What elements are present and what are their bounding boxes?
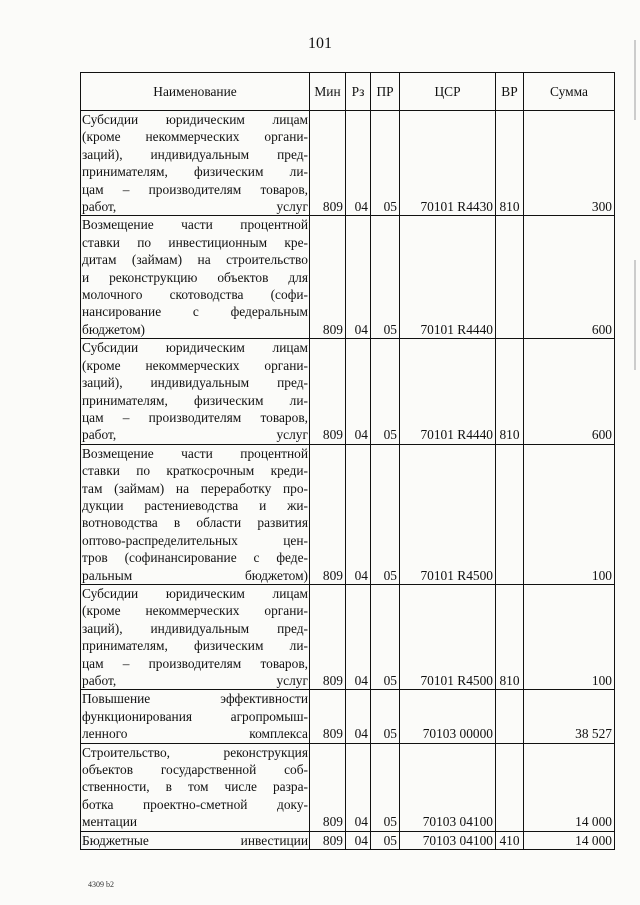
row-vr: 410 bbox=[496, 831, 524, 849]
row-min: 809 bbox=[310, 339, 346, 444]
row-name: Субсидии юридическим лицам (кроме некоммерческих органи- заций), индивидуальным пред- принимателям, физическим ли- цам – производителям товаров, работ, услуг bbox=[82, 340, 308, 443]
row-sum: 100 bbox=[524, 444, 615, 584]
row-vr bbox=[496, 444, 524, 584]
row-csr: 70101 R4500 bbox=[400, 584, 496, 689]
row-pr: 05 bbox=[371, 831, 400, 849]
row-vr: 810 bbox=[496, 584, 524, 689]
scan-edge-mark bbox=[634, 260, 636, 370]
row-csr: 70103 04100 bbox=[400, 831, 496, 849]
page-number: 101 bbox=[308, 35, 332, 52]
row-rz: 04 bbox=[346, 584, 371, 689]
row-sum: 14 000 bbox=[524, 743, 615, 831]
table-row bbox=[81, 339, 615, 444]
row-name: Возмещение части процентной ставки по инвестиционным кре- дитам (займам) на строительство и реконструкцию объектов для молочного скотоводства (софи- нансирование с федеральным бюджетом) bbox=[82, 217, 308, 337]
row-min: 809 bbox=[310, 444, 346, 584]
row-vr bbox=[496, 216, 524, 339]
header-min: Мин bbox=[310, 73, 346, 111]
table-row bbox=[81, 216, 615, 339]
row-min: 809 bbox=[310, 743, 346, 831]
row-pr: 05 bbox=[371, 339, 400, 444]
row-min: 809 bbox=[310, 111, 346, 216]
row-vr bbox=[496, 690, 524, 743]
row-sum: 38 527 bbox=[524, 690, 615, 743]
table-row bbox=[81, 584, 615, 689]
footer-code: 4309 b2 bbox=[88, 880, 114, 889]
row-pr: 05 bbox=[371, 584, 400, 689]
row-sum: 300 bbox=[524, 111, 615, 216]
header-name: Наименование bbox=[81, 73, 310, 111]
row-sum: 600 bbox=[524, 216, 615, 339]
table-row bbox=[81, 743, 615, 831]
row-csr: 70101 R4440 bbox=[400, 216, 496, 339]
row-name: Бюджетные инвестиции bbox=[82, 832, 308, 848]
row-rz: 04 bbox=[346, 111, 371, 216]
scan-edge-mark bbox=[634, 40, 636, 120]
header-csr: ЦСР bbox=[400, 73, 496, 111]
row-csr: 70101 R4430 bbox=[400, 111, 496, 216]
row-rz: 04 bbox=[346, 690, 371, 743]
row-sum: 600 bbox=[524, 339, 615, 444]
header-rz: Рз bbox=[346, 73, 371, 111]
row-min: 809 bbox=[310, 690, 346, 743]
row-min: 809 bbox=[310, 584, 346, 689]
table-header-row bbox=[81, 73, 615, 111]
row-rz: 04 bbox=[346, 339, 371, 444]
table-row bbox=[81, 690, 615, 743]
row-rz: 04 bbox=[346, 831, 371, 849]
header-vr: ВР bbox=[496, 73, 524, 111]
row-sum: 14 000 bbox=[524, 831, 615, 849]
row-name: Субсидии юридическим лицам (кроме некоммерческих органи- заций), индивидуальным пред- принимателям, физическим ли- цам – производителям товаров, работ, услуг bbox=[82, 585, 308, 688]
row-name: Возмещение части процентной ставки по краткосрочным креди- там (займам) на переработку про- дукции растениеводства и жи- вотноводства в области развития оптово-распределительных цен- тров (софинансирование с феде- ральным бюджетом) bbox=[82, 445, 308, 583]
row-rz: 04 bbox=[346, 743, 371, 831]
row-sum: 100 bbox=[524, 584, 615, 689]
row-pr: 05 bbox=[371, 690, 400, 743]
row-name: Повышение эффективности функционирования агропромыш- ленного комплекса bbox=[82, 691, 308, 742]
row-rz: 04 bbox=[346, 444, 371, 584]
row-vr bbox=[496, 743, 524, 831]
row-min: 809 bbox=[310, 216, 346, 339]
row-rz: 04 bbox=[346, 216, 371, 339]
header-sum: Сумма bbox=[524, 73, 615, 111]
header-pr: ПР bbox=[371, 73, 400, 111]
row-min: 809 bbox=[310, 831, 346, 849]
row-pr: 05 bbox=[371, 743, 400, 831]
row-pr: 05 bbox=[371, 216, 400, 339]
row-csr: 70103 00000 bbox=[400, 690, 496, 743]
row-csr: 70103 04100 bbox=[400, 743, 496, 831]
row-vr: 810 bbox=[496, 111, 524, 216]
table-row bbox=[81, 831, 615, 849]
row-pr: 05 bbox=[371, 444, 400, 584]
table-row bbox=[81, 111, 615, 216]
row-name: Строительство, реконструкция объектов государственной соб- ственности, в том числе разра- ботка проектно-сметной доку- ментации bbox=[82, 744, 308, 830]
budget-table bbox=[80, 72, 615, 850]
row-vr: 810 bbox=[496, 339, 524, 444]
table-row bbox=[81, 444, 615, 584]
row-pr: 05 bbox=[371, 111, 400, 216]
row-csr: 70101 R4440 bbox=[400, 339, 496, 444]
row-csr: 70101 R4500 bbox=[400, 444, 496, 584]
row-name: Субсидии юридическим лицам (кроме некоммерческих органи- заций), индивидуальным пред- принимателям, физическим ли- цам – производителям товаров, работ, услуг bbox=[82, 112, 308, 215]
